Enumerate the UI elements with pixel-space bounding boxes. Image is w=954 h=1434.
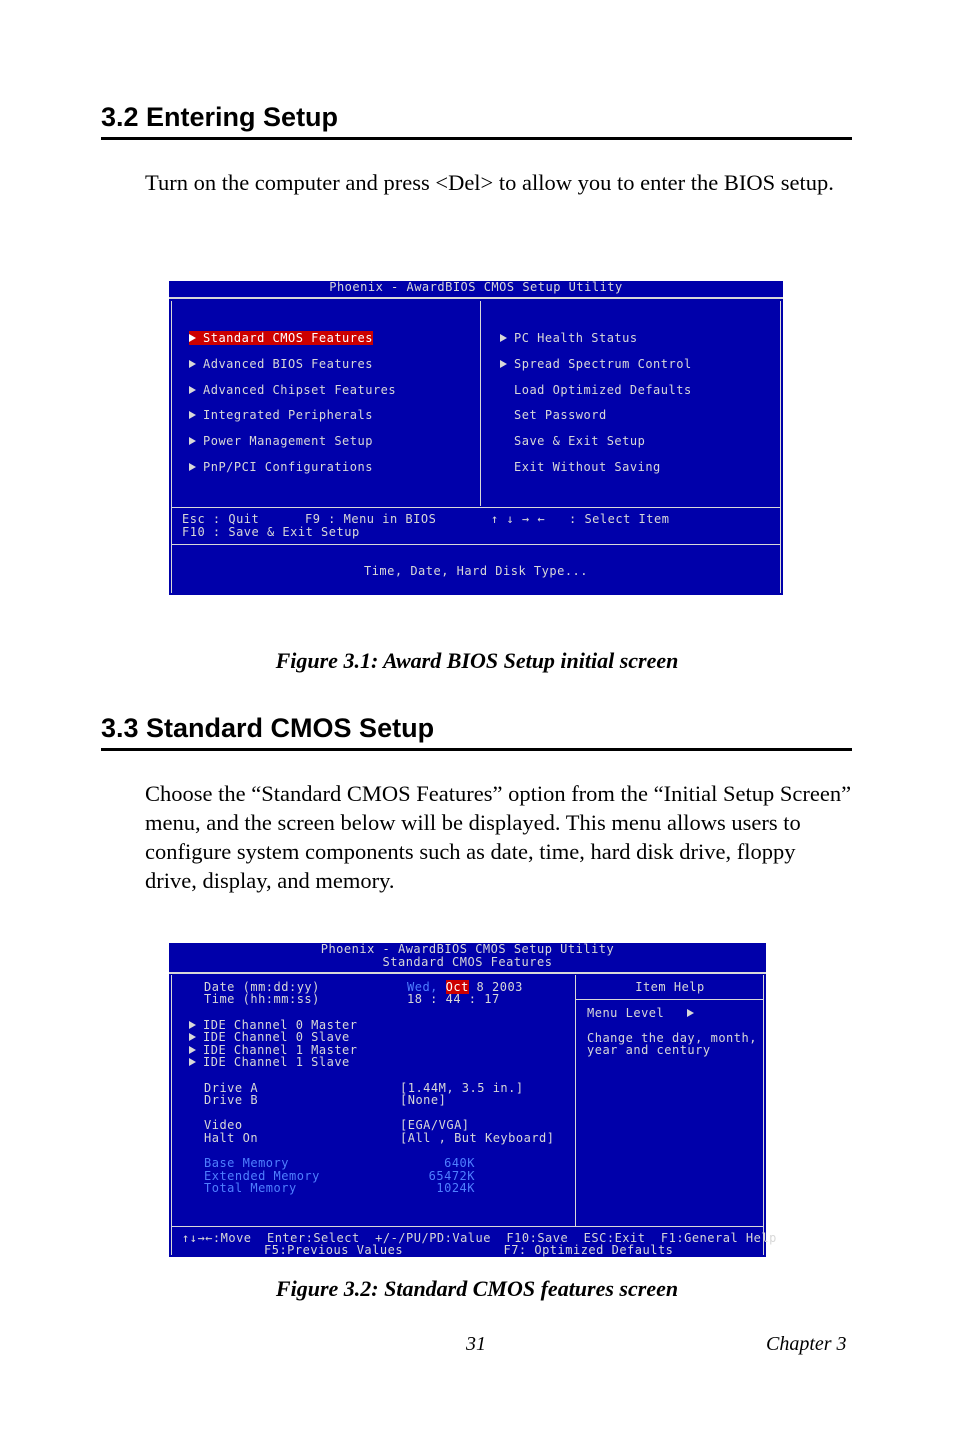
footer-keys-line1: ↑↓→←:Move Enter:Select +/-/PU/PD:Value F10:Save ESC:Exit F1:General Help (182, 1231, 777, 1245)
date-label: Date (mm:dd:yy) (204, 980, 320, 994)
play-icon (189, 411, 196, 419)
divider (763, 975, 764, 1255)
play-icon (189, 1021, 196, 1029)
bios-standard-cmos-screen (169, 942, 777, 1257)
bios-menu-item-label: PnP/PCI Configurations (203, 460, 373, 474)
bios-menu-item[interactable] (500, 435, 645, 448)
bios-menu-item-body (189, 460, 373, 474)
bios-menu-item[interactable] (189, 358, 373, 371)
time-value[interactable]: 18 : 44 : 17 (407, 992, 500, 1006)
bios-menu-item-label: Set Password (514, 408, 607, 423)
drive-a-label: Drive A (204, 1081, 259, 1095)
play-icon (189, 360, 196, 368)
help-text-line2: year and century (587, 1043, 711, 1057)
ide-channel-item[interactable] (189, 1056, 350, 1069)
halt-on-value[interactable]: [All , But Keyboard] (400, 1131, 555, 1145)
drive-b-value[interactable]: [None] (400, 1093, 447, 1107)
figure-caption-2: Figure 3.2: Standard CMOS features screen (275, 1276, 679, 1301)
bios-menu-item-body (189, 434, 373, 448)
key-f9: F9 : Menu in BIOS (305, 512, 437, 526)
bios-menu-item-label: Save & Exit Setup (514, 434, 646, 449)
extended-memory-value: 65472K (428, 1169, 475, 1183)
divider (171, 1226, 764, 1227)
bios-menu-item[interactable] (189, 332, 373, 345)
key-select: : Select Item (569, 512, 670, 526)
bios-menu-item[interactable] (189, 384, 396, 397)
divider (169, 972, 766, 974)
ide-channel-label: IDE Channel 0 Slave (203, 1030, 350, 1045)
page-number: 31 (466, 1333, 486, 1355)
play-icon (500, 334, 507, 342)
play-icon (500, 360, 507, 368)
bios-menu-item-label: Advanced BIOS Features (203, 356, 373, 371)
base-memory-label: Base Memory (204, 1156, 289, 1170)
section-body-standard-cmos: Choose the “Standard CMOS Features” option from the “Initial Setup Screen” menu, and the screen below will be displayed. This menu allows users to configure system components such as date, time, hard disk drive, floppy drive, display, and memory. (145, 781, 852, 893)
bios-menu-item[interactable] (500, 332, 638, 345)
item-help-title: Item Help (635, 980, 705, 994)
section-body-entering-setup: Turn on the computer and press <Del> to allow you to enter the BIOS setup. (145, 170, 834, 195)
date-month[interactable]: Oct (445, 980, 469, 994)
divider (171, 975, 172, 1255)
play-icon (189, 1033, 196, 1041)
bios-menu-item-body (189, 331, 373, 345)
bios-menu-item-body (189, 408, 373, 422)
video-value[interactable]: [EGA/VGA] (400, 1118, 470, 1132)
menu-level (587, 1007, 701, 1020)
divider (171, 544, 781, 545)
bios-menu-item-body (189, 357, 373, 371)
key-f10: F10 : Save & Exit Setup (182, 525, 360, 539)
divider (480, 301, 481, 506)
date-day: Wed, (407, 980, 438, 994)
ide-channel-label: IDE Channel 1 Master (203, 1042, 358, 1057)
bios-header: Phoenix - AwardBIOS CMOS Setup Utility (329, 280, 623, 294)
play-icon (189, 1058, 196, 1066)
help-text-line1: Change the day, month, (587, 1031, 757, 1045)
halt-on-label: Halt On (204, 1131, 259, 1145)
bios-initial-screen (169, 281, 783, 595)
drive-a-value[interactable]: [1.44M, 3.5 in.] (400, 1081, 524, 1095)
bios-menu-item-label: Advanced Chipset Features (203, 382, 397, 397)
extended-memory-label: Extended Memory (204, 1169, 320, 1183)
play-icon (189, 1046, 196, 1054)
play-icon (189, 334, 196, 342)
figure-caption-1: Figure 3.1: Award BIOS Setup initial screen (275, 648, 679, 673)
play-icon (687, 1009, 694, 1017)
bios-menu-item[interactable] (189, 409, 373, 422)
total-memory-label: Total Memory (204, 1181, 297, 1195)
status-line: Time, Date, Hard Disk Type... (363, 564, 588, 578)
play-icon (189, 437, 196, 445)
time-label: Time (hh:mm:ss) (204, 992, 320, 1006)
bios-menu-item[interactable] (500, 409, 607, 422)
divider (169, 297, 783, 299)
divider (575, 975, 576, 1226)
key-esc: Esc : Quit (182, 512, 260, 526)
bios-menu-item-body (189, 383, 396, 397)
drive-b-label: Drive B (204, 1093, 259, 1107)
bios-menu-item-label: Integrated Peripherals (203, 408, 373, 423)
bios-header: Phoenix - AwardBIOS CMOS Setup Utility (320, 942, 615, 956)
chapter-label: Chapter 3 (766, 1333, 847, 1355)
video-label: Video (204, 1118, 243, 1132)
bios-menu-item-label: PC Health Status (514, 331, 638, 345)
key-arrows: ↑ ↓ → ← (491, 512, 546, 526)
base-memory-value: 640K (444, 1156, 475, 1170)
play-icon (189, 386, 196, 394)
ide-channel-label: IDE Channel 0 Master (203, 1018, 358, 1032)
divider (780, 301, 781, 593)
ide-channel-label: IDE Channel 1 Slave (203, 1055, 350, 1070)
date-rest: 8 2003 (468, 980, 523, 994)
play-icon (189, 463, 196, 471)
section-title-standard-cmos: 3.3 Standard CMOS Setup (101, 712, 852, 751)
bios-menu-item-label: Standard CMOS Features (203, 331, 373, 345)
bios-subheader: Standard CMOS Features (382, 955, 553, 969)
bios-menu-item[interactable] (189, 435, 373, 448)
divider (576, 999, 764, 1000)
total-memory-value: 1024K (436, 1181, 475, 1195)
divider (171, 301, 172, 593)
bios-menu-item-label: Load Optimized Defaults (514, 382, 692, 397)
bios-menu-item[interactable] (500, 461, 661, 474)
section-title-entering-setup: 3.2 Entering Setup (101, 101, 852, 140)
bios-menu-item-label: Spread Spectrum Control (514, 356, 692, 371)
bios-menu-item[interactable] (500, 358, 692, 371)
bios-menu-item-label: Power Management Setup (203, 434, 373, 449)
bios-menu-item[interactable] (189, 461, 373, 474)
divider (171, 507, 781, 508)
footer-keys-line2: F5:Previous Values F7: Optimized Defaults (264, 1243, 674, 1257)
menu-level-label: Menu Level (587, 1006, 665, 1020)
bios-menu-item-label: Exit Without Saving (514, 460, 661, 474)
bios-menu-item[interactable] (500, 384, 692, 397)
